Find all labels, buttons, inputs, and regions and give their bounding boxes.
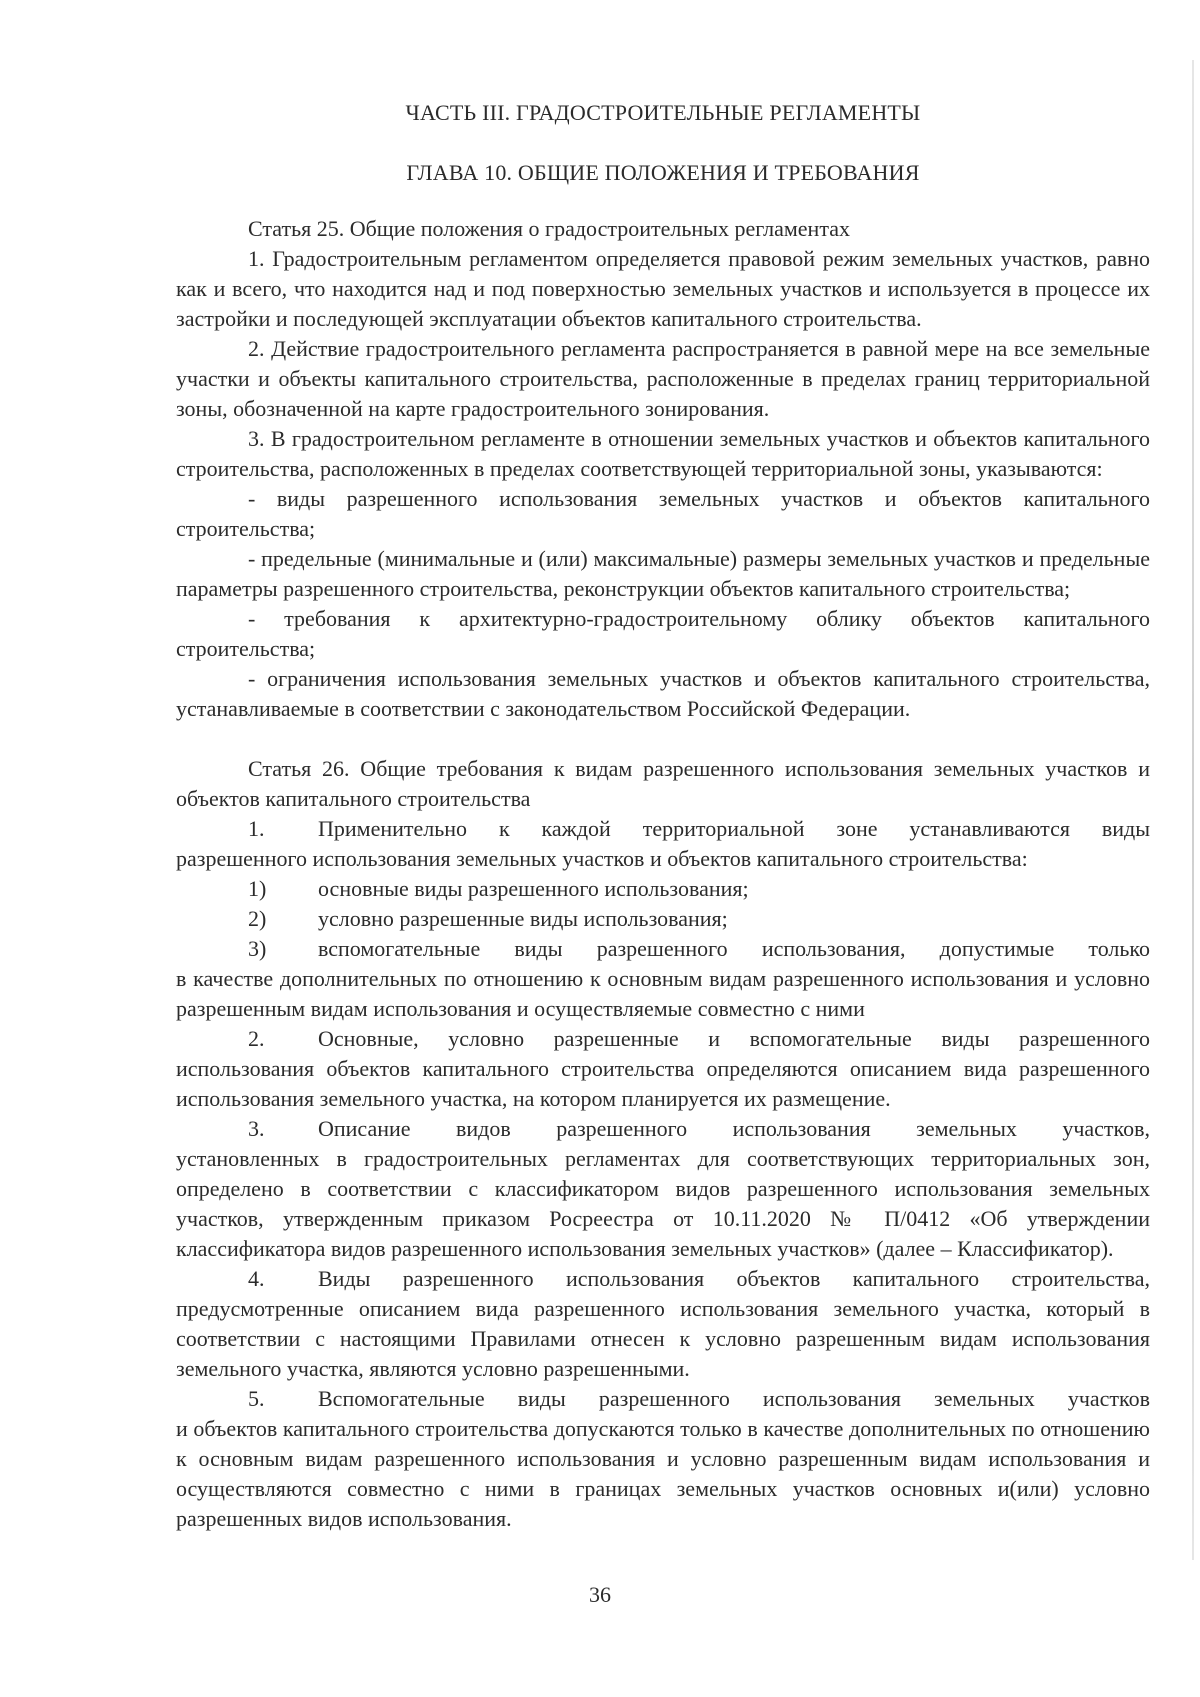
item-first-line: Вспомогательные виды разрешенного использования земельных участков xyxy=(318,1386,1150,1411)
item-number: 3. xyxy=(248,1116,265,1141)
item-text: разрешенного использования земельных участков и объектов капитального строительства: xyxy=(176,846,1028,871)
article-25-paragraph: 3. В градостроительном регламенте в отношении земельных участков и объектов капитального строительства, расположенных в пределах соответствующей территориальной зоны, указываются: xyxy=(176,426,1150,481)
item-number: 1. xyxy=(248,816,265,841)
item-first-line: Применительно к каждой территориальной зоне устанавливаются виды xyxy=(318,816,1150,841)
article-26-subitem xyxy=(176,934,1150,1024)
item-text: использования объектов капитального строительства определяются описанием вида разрешенного использования земельного участка, на котором планируется их размещение. xyxy=(176,1056,1150,1111)
article-26-item xyxy=(176,1114,1150,1264)
item-first-line: Описание видов разрешенного использования земельных участков, xyxy=(318,1116,1150,1141)
item-number: 5. xyxy=(248,1386,265,1411)
article-26 xyxy=(176,754,1150,1534)
article-25-list-item: - ограничения использования земельных участков и объектов капитального строительства, устанавливаемые в соответствии с законодательством Российской Федерации. xyxy=(176,666,1150,721)
article-26-item xyxy=(176,1024,1150,1114)
article-26-subitem xyxy=(176,904,1150,934)
page-number: 36 xyxy=(589,1582,611,1607)
article-26-title: Статья 26. Общие требования к видам разрешенного использования земельных участков и объектов капитального строительства xyxy=(176,756,1150,811)
article-26-item xyxy=(176,1384,1150,1534)
article-25-paragraph: 2. Действие градостроительного регламента распространяется в равной мере на все земельные участки и объекты капитального строительства, расположенные в пределах границ территориальной зоны, обозначенной на карте градостроительного зонирования. xyxy=(176,336,1150,421)
part-title: ЧАСТЬ III. ГРАДОСТРОИТЕЛЬНЫЕ РЕГЛАМЕНТЫ xyxy=(405,100,921,125)
page-content xyxy=(176,98,1150,1534)
item-first-line: основные виды разрешенного использования; xyxy=(318,876,749,901)
item-first-line: Виды разрешенного использования объектов капитального строительства, xyxy=(318,1266,1150,1291)
article-25-paragraph: 1. Градостроительным регламентом определяется правовой режим земельных участков, равно как и всего, что находится над и под поверхностью земельных участков и используется в процессе их застройки и последующей эксплуатации объектов капитального строительства. xyxy=(176,246,1150,331)
item-first-line: Основные, условно разрешенные и вспомогательные виды разрешенного xyxy=(318,1026,1150,1051)
item-text: установленных в градостроительных регламентах для соответствующих территориальных зон, определено в соответствии с классификатором видов разрешенного использования земельных участков, утвержденным приказом Росреестра от 10.11.2020 № П/0412 «Об утверждении классификатора видов разрешенного использования земельных участков» (далее – Классификатор). xyxy=(176,1146,1150,1261)
article-25-title: Статья 25. Общие положения о градостроительных регламентах xyxy=(248,216,850,241)
item-first-line: условно разрешенные виды использования; xyxy=(318,906,728,931)
article-25-list-item: - требования к архитектурно-градостроительному облику объектов капитального строительства; xyxy=(176,606,1150,661)
article-26-subitem xyxy=(176,874,1150,904)
article-25-list-item: - предельные (минимальные и (или) максимальные) размеры земельных участков и предельные параметры разрешенного строительства, реконструкции объектов капитального строительства; xyxy=(176,546,1150,601)
chapter-title: ГЛАВА 10. ОБЩИЕ ПОЛОЖЕНИЯ И ТРЕБОВАНИЯ xyxy=(406,160,920,185)
article-26-item xyxy=(176,1264,1150,1384)
item-text: в качестве дополнительных по отношению к основным видам разрешенного использования и условно разрешенным видам использования и осуществляемые совместно с ними xyxy=(176,966,1150,1021)
article-25-list-item: - виды разрешенного использования земельных участков и объектов капитального строительства; xyxy=(176,486,1150,541)
item-first-line: вспомогательные виды разрешенного использования, допустимые только xyxy=(318,936,1150,961)
item-text: предусмотренные описанием вида разрешенного использования земельного участка, который в соответствии с настоящими Правилами отнесен к условно разрешенным видам использования земельного участка, являются условно разрешенными. xyxy=(176,1296,1150,1381)
article-26-item xyxy=(176,814,1150,874)
scan-edge-line xyxy=(1192,60,1194,1560)
item-number: 1) xyxy=(248,876,267,901)
article-25 xyxy=(176,214,1150,724)
item-number: 2) xyxy=(248,906,267,931)
item-text: и объектов капитального строительства допускаются только в качестве дополнительных по отношению к основным видам разрешенного использования и условно разрешенным видам использования и осуществляются совместно с ними в границах земельных участков основных и(или) условно разрешенных видов использования. xyxy=(176,1416,1150,1531)
item-number: 4. xyxy=(248,1266,265,1291)
item-number: 2. xyxy=(248,1026,265,1051)
item-number: 3) xyxy=(248,936,267,961)
